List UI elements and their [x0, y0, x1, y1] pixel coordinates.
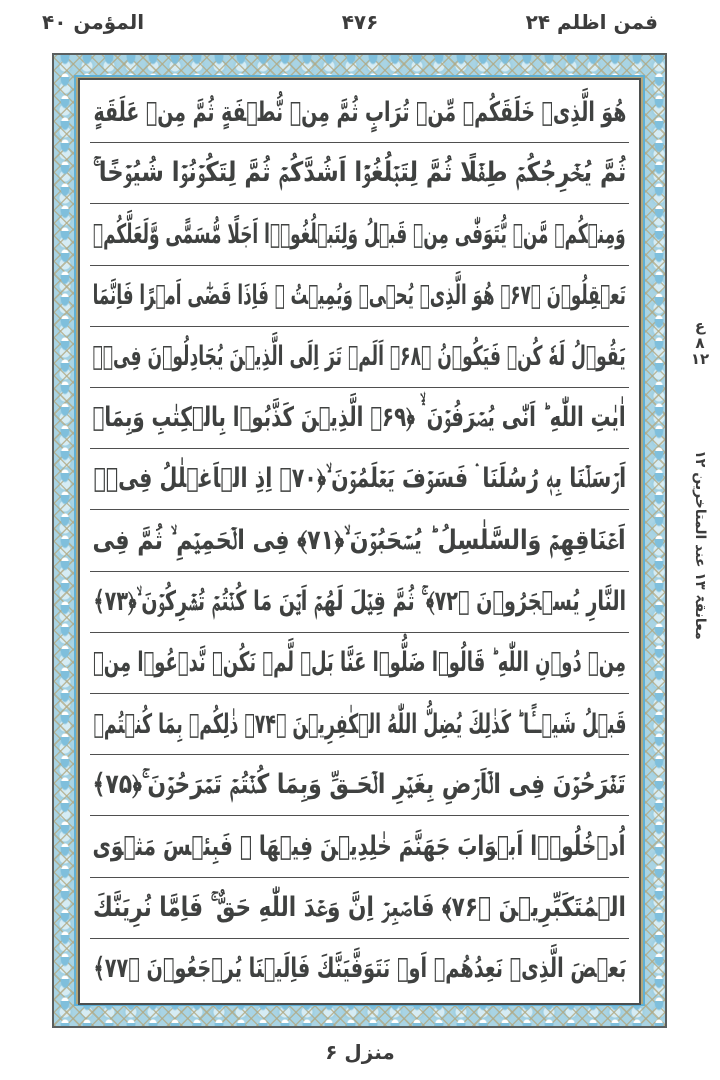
- verse-line: [90, 449, 629, 510]
- text-panel: [78, 78, 641, 1005]
- verse-line-text: هُوَ الَّذِىۡ خَلَقَكُمۡ مِّنۡ تُرَابٍ ثُمَّ مِنۡ نُّطۡفَةٍ ثُمَّ مِنۡ عَلَقَةٍ: [93, 96, 626, 128]
- verse-line-text: اٰيٰتِ اللّٰهِ ؕ اَنّٰى يُصۡرَفُوۡنَ ۛۙ ﴿۶۹﴾ الَّذِيۡنَ كَذَّبُوۡا بِالۡكِتٰبِ وَبِمَاۤ: [92, 402, 627, 434]
- verse-line: [90, 510, 629, 571]
- verse-line: [90, 204, 629, 265]
- page-number: ۴۷۶: [341, 10, 379, 34]
- verse-line-text: اُدۡخُلُوۡۤا اَبۡوَابَ جَهَنَّمَ خٰلِدِيۡنَ فِيۡهَا‌ ۚ فَبِئۡسَ مَثۡوَى: [92, 831, 627, 863]
- verse-line-text: مِنۡ دُوۡنِ اللّٰهِ ؕ قَالُوۡا ضَلُّوۡا عَنَّا بَلۡ لَّمۡ نَكُنۡ نَّدۡعُوۡا مِنۡ: [92, 647, 626, 679]
- verse-line-text: النَّارِ يُسۡجَرُوۡنَ ﴿۷۲﴾ ۚ ثُمَّ قِيۡلَ لَهُمۡ اَيۡنَ مَا كُنۡتُمۡ تُشۡرِكُوۡنَ ۙ﴿۷۳﴾: [93, 585, 626, 617]
- verse-line: [90, 878, 629, 939]
- verse-line-text: ثُمَّ يُخۡرِجُكُمۡ طِفۡلًا ثُمَّ لِتَبۡلُغُوۡۤا اَشُدَّكُمۡ ثُمَّ لِتَكُوۡنُوۡا شُيُوۡخًا‌ ۚ: [92, 157, 627, 189]
- ruku-number: ۸: [695, 333, 705, 352]
- verse-line: [90, 939, 629, 999]
- verse-line-text: قَبۡلُ شَيۡــًٔا ؕ كَذٰلِكَ يُضِلُّ اللّٰهُ الۡكٰفِرِيۡنَ ﴿۷۴﴾ ذٰلِكُمۡ بِمَا كُنۡتُمۡ: [93, 708, 626, 740]
- verse-line-text: اَعۡنَاقِهِمۡ وَالسَّلٰسِلُ ؕ يُسۡحَبُوۡنَ ۙ﴿۷۱﴾ فِى الۡحَمِيۡمِ ۙ ثُمَّ فِى: [92, 524, 627, 556]
- ruku-count: ۱۲: [690, 350, 710, 368]
- verse-line-text: وَمِنۡكُمۡ مَّنۡ يُّتَوَفّٰى مِنۡ قَبۡلُ وَلِتَبۡلُغُوۡۤا اَجَلًا مُّسَمًّى وَّلَعَلَّكُمۡ: [93, 219, 626, 250]
- ruku-marker: [686, 318, 714, 368]
- verse-line: [90, 266, 629, 327]
- verse-line: [90, 755, 629, 816]
- surah-name: المؤمن ۴۰: [42, 10, 145, 34]
- verse-line: [90, 82, 629, 143]
- verse-line: [90, 388, 629, 449]
- margin-note: معانقۃ ۱۳ عند المتاخرین ۱۲: [692, 450, 708, 640]
- verse-line-text: يَقُوۡلُ لَهٗ كُنۡ فَيَكُوۡنُ ﴿۶۸﴾ اَلَمۡ تَرَ اِلَى الَّذِيۡنَ يُجَادِلُوۡنَ فِىۡۤ: [92, 341, 627, 373]
- verse-line: [90, 694, 629, 755]
- juz-name: فمن اظلم ۲۴: [525, 10, 658, 34]
- verse-line-text: اَرۡسَلۡنَا بِهٖ رُسُلَنَا ‌ۛ فَسَوۡفَ يَعۡلَمُوۡنَ ۙ﴿۷۰﴾ اِذِ الۡاَغۡلٰلُ فِىۡۤ: [93, 463, 626, 495]
- verse-lines: [90, 82, 629, 999]
- verse-line-text: الۡمُتَكَبِّرِيۡنَ ﴿۷۶﴾ فَاصۡبِرۡ اِنَّ وَعۡدَ اللّٰهِ حَقٌّ ۚ فَاِمَّا نُرِيَنَّكَ: [93, 891, 626, 923]
- verse-line: [90, 816, 629, 877]
- ruku-symbol: ع: [694, 317, 706, 335]
- verse-line-text: بَعۡضَ الَّذِىۡ نَعِدُهُمۡ اَوۡ نَتَوَفَّيَنَّكَ فَاِلَيۡنَا يُرۡجَعُوۡنَ ﴿۷۷﴾: [93, 953, 626, 985]
- manzil-label: منزل ۶: [325, 1040, 395, 1064]
- verse-line-text: تَعۡقِلُوۡنَ ﴿۶۷﴾ هُوَ الَّذِىۡ يُحۡىٖ وَيُمِيۡتُ‌ ۚ فَاِذَا قَضٰٓى اَمۡرًا فَاِنَّمَا: [92, 280, 627, 312]
- verse-line: [90, 327, 629, 388]
- verse-line: [90, 572, 629, 633]
- verse-line: [90, 143, 629, 204]
- verse-line-text: تَفۡرَحُوۡنَ فِى الۡاَرۡضِ بِغَيۡرِ الۡحَـقِّ وَبِمَا كُنۡتُمۡ تَمۡرَحُوۡنَ ۚ﴿۷۵﴾: [92, 769, 627, 801]
- verse-line: [90, 633, 629, 694]
- page-header: [0, 0, 720, 50]
